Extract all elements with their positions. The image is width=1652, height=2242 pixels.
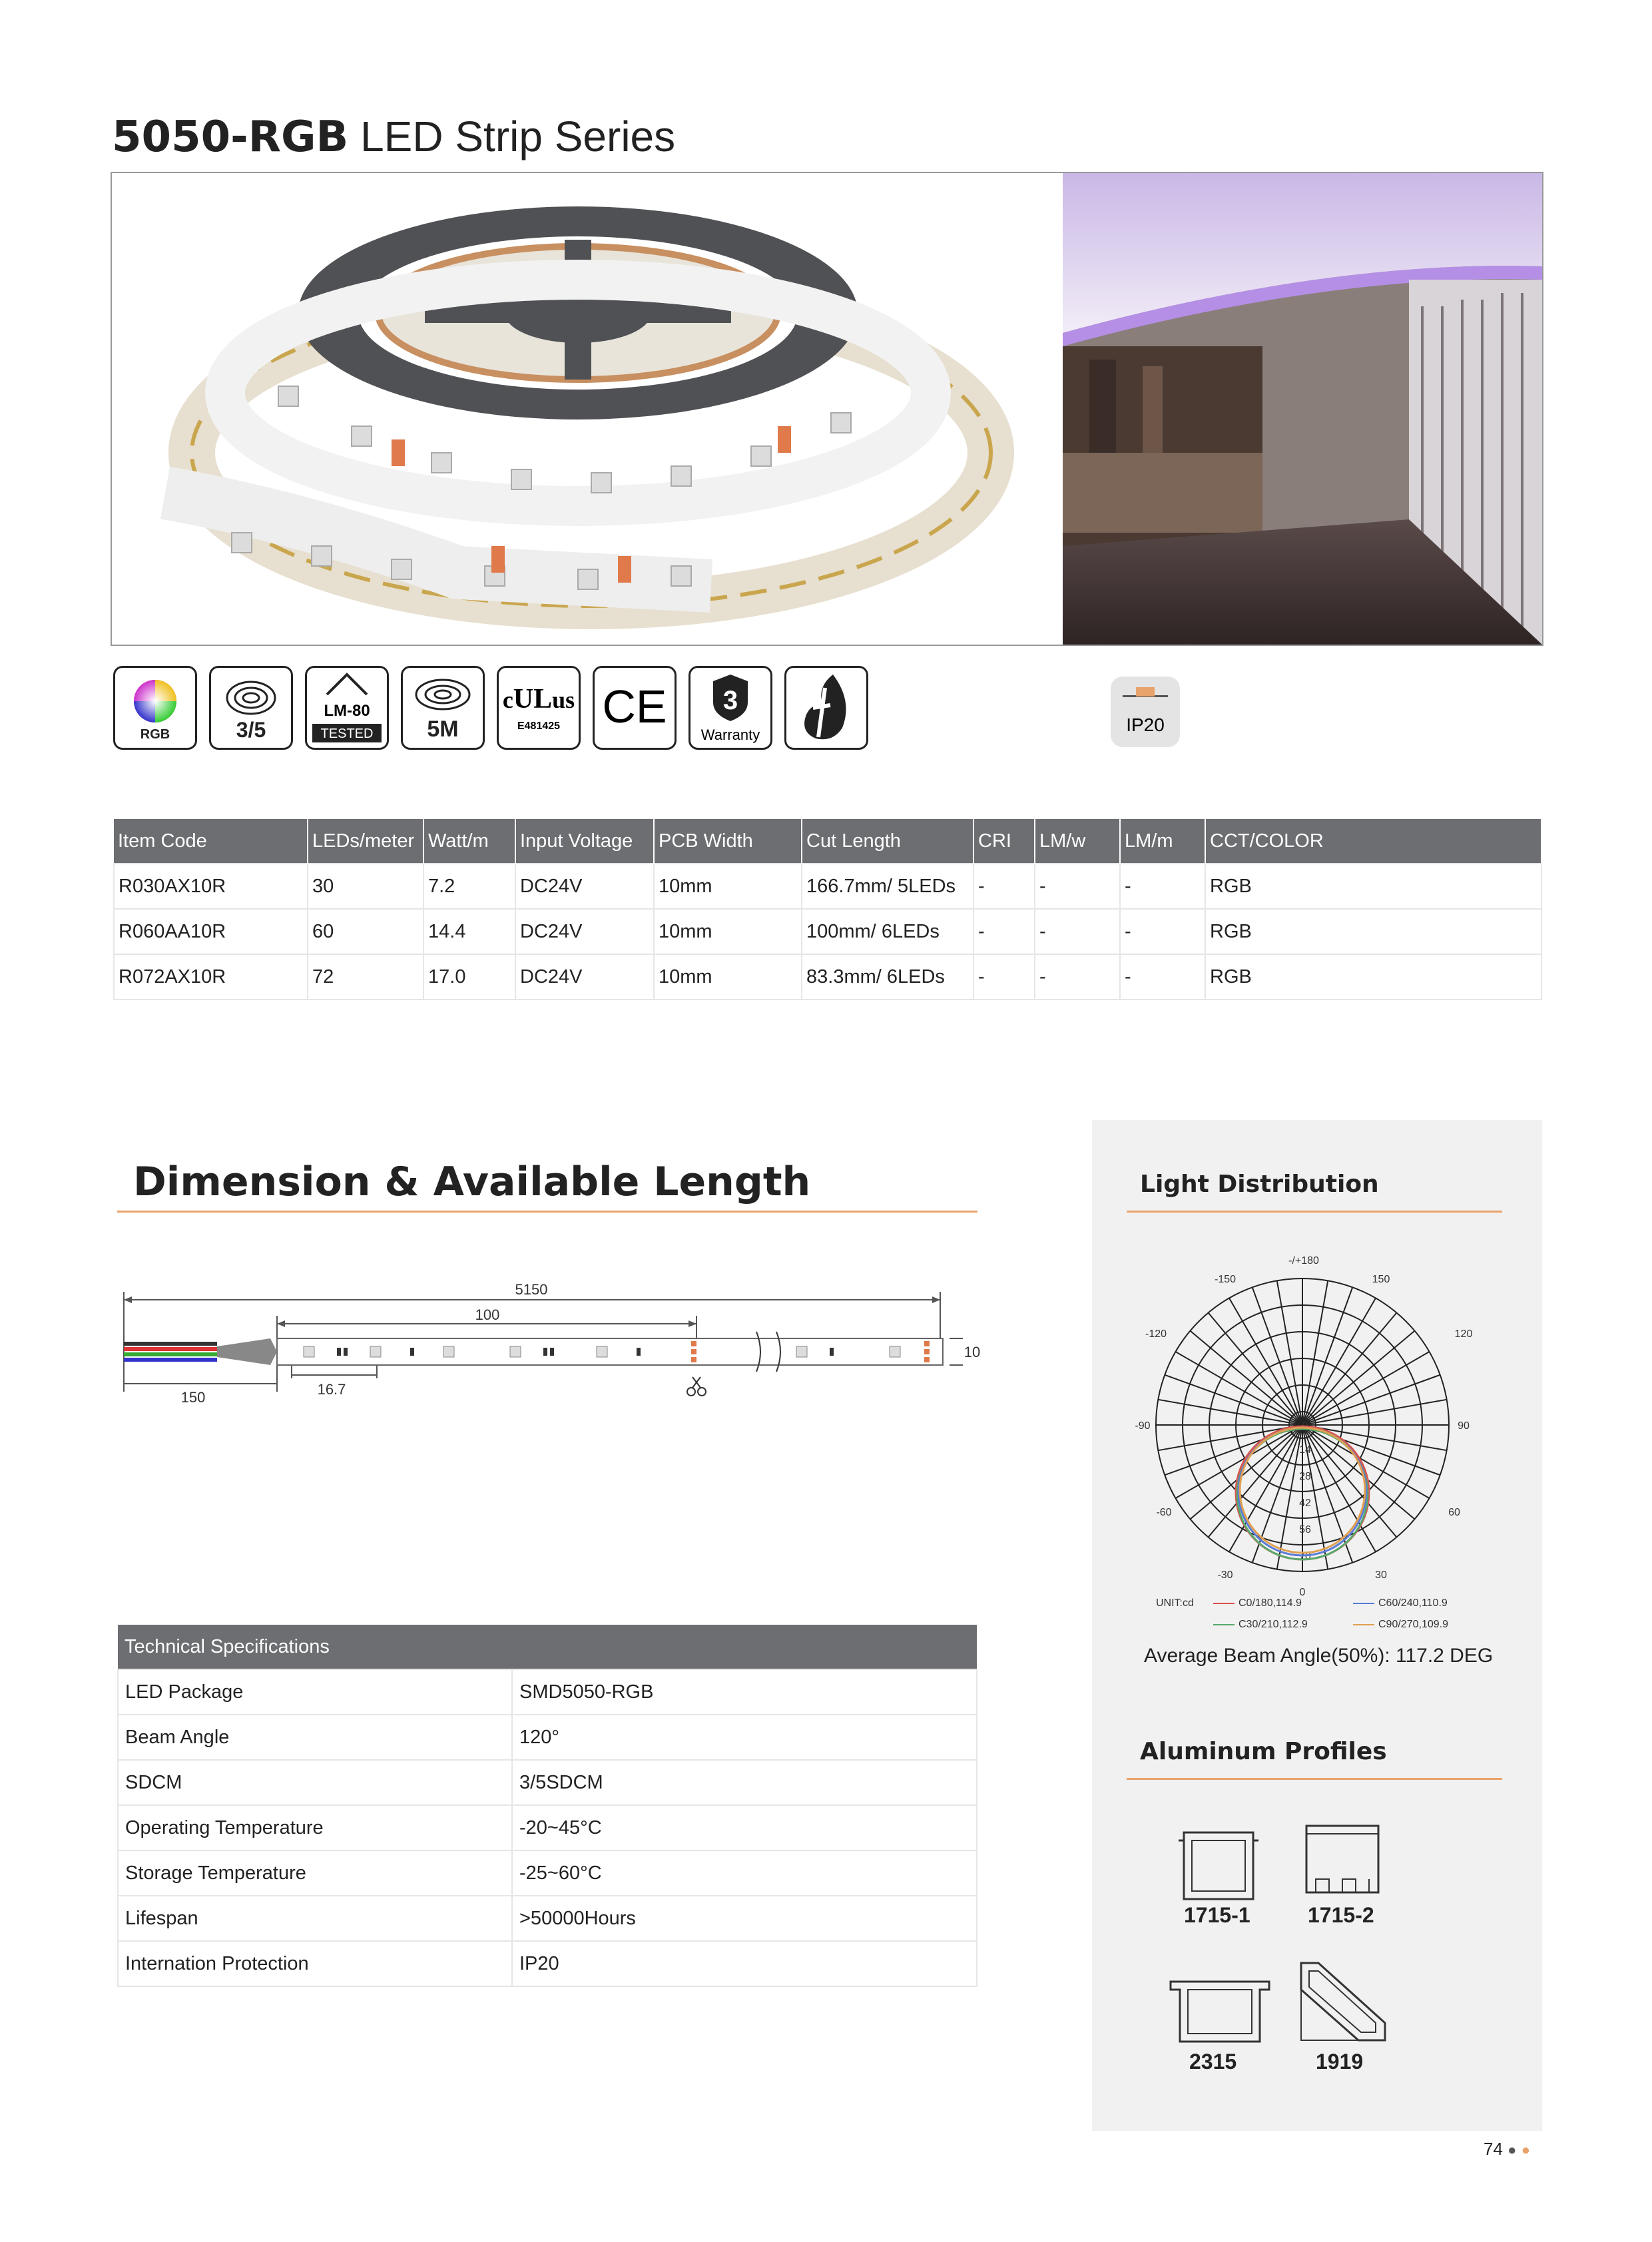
- legend-c30: C30/210,112.9: [1239, 1619, 1308, 1630]
- legend-c0: C0/180,114.9: [1239, 1597, 1302, 1609]
- angle-label: 30: [1375, 1569, 1387, 1581]
- table-cell: -: [973, 954, 1035, 999]
- table-row: [118, 1715, 977, 1760]
- table-row: [118, 1805, 977, 1850]
- table-cell: DC24V: [515, 954, 654, 999]
- table-cell: -: [973, 864, 1035, 909]
- col-lmm: LM/m: [1120, 819, 1205, 864]
- table-row: [114, 909, 1541, 954]
- warranty-label: Warranty: [700, 726, 760, 743]
- profile-1715-2-label: 1715-2: [1308, 1903, 1374, 1927]
- table-cell: 10mm: [654, 909, 802, 954]
- ce-icon: [593, 666, 677, 750]
- ce-text: CE: [602, 681, 667, 732]
- spec-name: Beam Angle: [118, 1715, 512, 1760]
- col-cri: CRI: [973, 819, 1035, 864]
- profile-1919-label: 1919: [1316, 2050, 1364, 2074]
- product-table: [113, 819, 1542, 1000]
- spec-value: -20~45°C: [512, 1805, 977, 1850]
- dim-pitch-label: 16.7: [317, 1381, 346, 1398]
- profile-2315-label: 2315: [1189, 2050, 1237, 2074]
- table-cell: DC24V: [515, 864, 654, 909]
- col-lmw: LM/w: [1035, 819, 1120, 864]
- table-row: [114, 954, 1541, 999]
- table-cell: -: [1035, 909, 1120, 954]
- angle-label: -/+180: [1288, 1255, 1319, 1266]
- col-cct-color: CCT/COLOR: [1205, 819, 1541, 864]
- dimension-heading: Dimension & Available Length: [133, 1159, 811, 1205]
- spec-value: -25~60°C: [512, 1850, 977, 1896]
- sdcm-label: 3/5: [236, 718, 266, 742]
- table-cell: 7.2: [423, 864, 515, 909]
- col-watt: Watt/m: [423, 819, 515, 864]
- angle-label: 0: [1299, 1587, 1306, 1598]
- spec-value: IP20: [512, 1941, 977, 1986]
- table-cell: R072AX10R: [114, 954, 308, 999]
- average-beam-angle: Average Beam Angle(50%): 117.2 DEG: [1144, 1645, 1494, 1667]
- spec-name: Operating Temperature: [118, 1805, 512, 1850]
- table-row: [118, 1941, 977, 1986]
- table-cell: 83.3mm/ 6LEDs: [802, 954, 973, 999]
- svg-text:cULus: cULus: [502, 684, 575, 714]
- dim-lead-label: 150: [180, 1389, 206, 1406]
- legend-c90: C90/270,109.9: [1378, 1619, 1448, 1630]
- table-cell: RGB: [1205, 864, 1541, 909]
- spec-value: 3/5SDCM: [512, 1760, 977, 1805]
- table-cell: 10mm: [654, 864, 802, 909]
- profile-1715-2-drawing: [1296, 1819, 1389, 1906]
- radius-label: 14: [1299, 1444, 1311, 1456]
- ip20-badge: [1111, 677, 1180, 747]
- ul-number: E481425: [517, 720, 561, 732]
- spec-value: >50000Hours: [512, 1896, 977, 1941]
- table-cell: 17.0: [423, 954, 515, 999]
- aluminum-profiles-heading: Aluminum Profiles: [1140, 1738, 1387, 1765]
- angle-label: -30: [1217, 1569, 1233, 1581]
- ul-icon: [497, 666, 581, 750]
- table-cell: 100mm/ 6LEDs: [802, 909, 973, 954]
- dot-orange-icon: ●: [1521, 2141, 1530, 2158]
- table-cell: 60: [308, 909, 423, 954]
- angle-label: -60: [1156, 1507, 1172, 1518]
- light-distribution-heading: Light Distribution: [1140, 1171, 1379, 1198]
- angle-label: 120: [1454, 1328, 1473, 1340]
- table-cell: R030AX10R: [114, 864, 308, 909]
- side-panel: [1092, 1120, 1542, 2131]
- table-row: [114, 864, 1541, 909]
- col-input-voltage: Input Voltage: [515, 819, 654, 864]
- lm80-text: LM-80: [324, 702, 370, 720]
- reel-label: 5M: [427, 716, 459, 742]
- page-number-text: 74: [1484, 2139, 1503, 2159]
- legend-unit: UNIT:cd: [1156, 1597, 1194, 1609]
- profile-2315-drawing: [1167, 1970, 1273, 2050]
- col-item-code: Item Code: [114, 819, 308, 864]
- warranty-icon: [688, 666, 772, 750]
- spec-value: SMD5050-RGB: [512, 1669, 977, 1715]
- table-cell: 30: [308, 864, 423, 909]
- angle-label: 90: [1458, 1420, 1470, 1432]
- angle-label: 150: [1372, 1274, 1390, 1285]
- profile-1715-1-drawing: [1172, 1826, 1265, 1906]
- spec-value: 120°: [512, 1715, 977, 1760]
- light-distribution-rule: [1127, 1211, 1502, 1213]
- product-table-header: [114, 819, 1541, 864]
- dim-width-label: 10: [964, 1344, 981, 1360]
- radius-label: 56: [1299, 1524, 1311, 1536]
- profile-1919-drawing: [1292, 1956, 1392, 2056]
- col-pcb-width: PCB Width: [654, 819, 802, 864]
- dimension-heading-rule: [117, 1211, 977, 1213]
- table-cell: 72: [308, 954, 423, 999]
- interior-lighting-photo: [1063, 173, 1542, 645]
- technical-specifications-table: [117, 1625, 977, 1987]
- table-row: [118, 1896, 977, 1941]
- lm80-tested-text: TESTED: [320, 726, 374, 741]
- page-title: [112, 112, 675, 162]
- hero-image-frame: [111, 172, 1543, 646]
- radius-label: 0: [1302, 1420, 1308, 1432]
- table-cell: -: [1035, 864, 1120, 909]
- tech-spec-header: Technical Specifications: [118, 1625, 977, 1669]
- page-number: [1484, 2139, 1530, 2159]
- table-cell: 166.7mm/ 5LEDs: [802, 864, 973, 909]
- dimension-drawing: [117, 1272, 983, 1418]
- profile-1715-1-label: 1715-1: [1184, 1903, 1250, 1927]
- col-leds-meter: LEDs/meter: [308, 819, 423, 864]
- led-reel-image: [112, 173, 1063, 645]
- angle-label: -90: [1135, 1420, 1151, 1432]
- legend-c60: C60/240,110.9: [1378, 1597, 1448, 1609]
- rgb-label: RGB: [140, 727, 170, 742]
- radius-label: 28: [1299, 1471, 1311, 1482]
- polar-legend: [1156, 1594, 1515, 1634]
- lm80-icon: [305, 666, 389, 750]
- flame-icon: [784, 666, 868, 750]
- spec-name: Storage Temperature: [118, 1850, 512, 1896]
- reel-icon: [401, 666, 485, 750]
- spec-name: LED Package: [118, 1669, 512, 1715]
- dim-segment-label: 100: [475, 1306, 500, 1323]
- table-cell: -: [1035, 954, 1120, 999]
- table-cell: 10mm: [654, 954, 802, 999]
- radius-label: 42: [1299, 1498, 1311, 1509]
- radius-label: 70: [1299, 1551, 1311, 1562]
- spec-name: SDCM: [118, 1760, 512, 1805]
- angle-label: 60: [1448, 1507, 1460, 1518]
- table-cell: DC24V: [515, 909, 654, 954]
- table-cell: -: [1120, 909, 1205, 954]
- table-row: [118, 1669, 977, 1715]
- polar-chart: [1125, 1240, 1512, 1626]
- table-cell: RGB: [1205, 954, 1541, 999]
- angle-label: -120: [1145, 1328, 1167, 1340]
- table-row: [118, 1850, 977, 1896]
- spec-name: Internation Protection: [118, 1941, 512, 1986]
- table-cell: -: [973, 909, 1035, 954]
- col-cut-length: Cut Length: [802, 819, 973, 864]
- title-model: 5050-RGB: [112, 113, 349, 162]
- warranty-years: 3: [722, 686, 738, 715]
- sdcm-icon: [209, 666, 293, 750]
- table-cell: R060AA10R: [114, 909, 308, 954]
- spec-name: Lifespan: [118, 1896, 512, 1941]
- table-cell: -: [1120, 864, 1205, 909]
- rgb-icon: [113, 666, 197, 750]
- table-cell: 14.4: [423, 909, 515, 954]
- table-cell: -: [1120, 954, 1205, 999]
- table-cell: RGB: [1205, 909, 1541, 954]
- ip20-label: IP20: [1126, 714, 1165, 735]
- table-row: [118, 1760, 977, 1805]
- dim-total-label: 5150: [515, 1281, 548, 1298]
- title-series: LED Strip Series: [360, 113, 676, 160]
- aluminum-profiles-rule: [1127, 1778, 1502, 1780]
- angle-label: -150: [1214, 1274, 1237, 1285]
- dot-gray-icon: ●: [1508, 2141, 1517, 2158]
